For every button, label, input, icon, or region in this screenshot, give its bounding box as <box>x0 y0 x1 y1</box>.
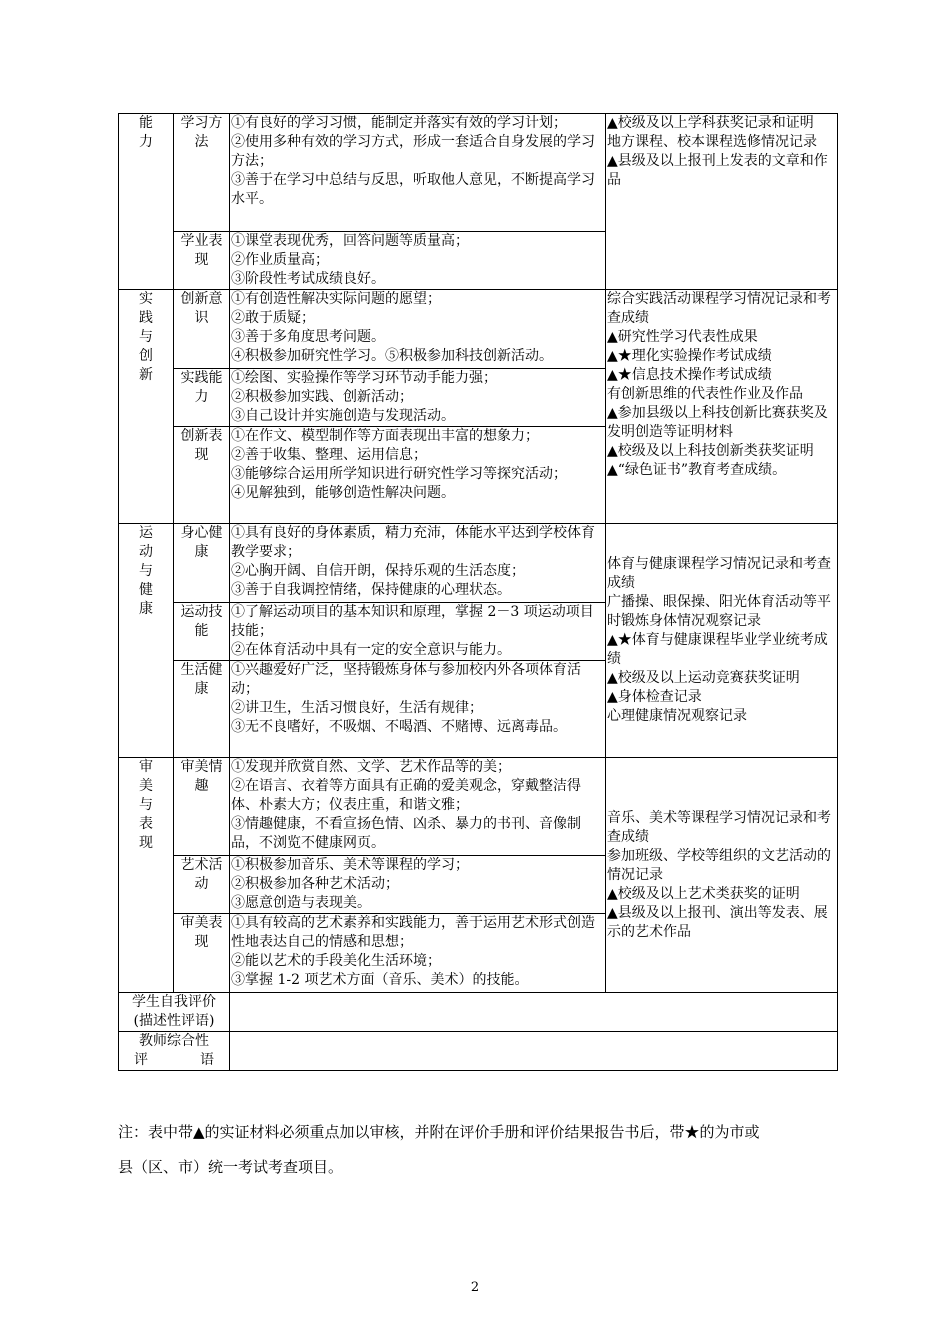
subcategory-cell: 生活健 康 <box>174 661 230 758</box>
criteria-cell: ①绘图、实验操作等学习环节动手能力强； ②积极参加实践、创新活动； ③自己设计并实施创造与发现活动。 <box>230 369 606 427</box>
page-number: 2 <box>470 1280 480 1295</box>
category-cell: 实践与创新 <box>119 290 174 524</box>
criteria-cell: ①兴趣爱好广泛，坚持锻炼身体与参加校内外各项体育活动； ②讲卫生，生活习惯良好，生活有规律； ③无不良嗜好，不吸烟、不喝酒、不赌博、远离毒品。 <box>230 661 606 758</box>
criteria-cell: ①具有良好的身体素质，精力充沛，体能水平达到学校体育教学要求； ②心胸开阔、自信开朗，保持乐观的生活态度； ③善于自我调控情绪，保持健康的心理状态。 <box>230 524 606 603</box>
teacher-evaluation-label: 教师综合性 评 语 <box>119 1032 230 1071</box>
table-row <box>119 524 838 603</box>
table-row <box>119 114 838 232</box>
criteria-cell: ①在作文、模型制作等方面表现出丰富的想象力； ②善于收集、整理、运用信息； ③能够综合运用所学知识进行研究性学习等探究活动； ④见解独到，能够创造性解决问题。 <box>230 427 606 524</box>
self-evaluation-field[interactable] <box>230 993 838 1032</box>
table-row <box>119 758 838 856</box>
evaluation-sheet <box>118 113 837 1071</box>
evaluation-table <box>118 113 838 1071</box>
criteria-cell: ①积极参加音乐、美术等课程的学习； ②积极参加各种艺术活动； ③愿意创造与表现美。 <box>230 856 606 914</box>
subcategory-cell: 审美情 趣 <box>174 758 230 856</box>
criteria-cell: ①了解运动项目的基本知识和原理，掌握 2－3 项运动项目技能； ②在体育活动中具有一定的安全意识与能力。 <box>230 603 606 661</box>
subcategory-cell: 身心健 康 <box>174 524 230 603</box>
category-cell: 运动与健康 <box>119 524 174 758</box>
footnote-line-1: 注：表中带▲的实证材料必须重点加以审核，并附在评价手册和评价结果报告书后，带★的为市或 <box>118 1123 760 1141</box>
evidence-cell: ▲校级及以上学科获奖记录和证明 地方课程、校本课程选修情况记录 ▲县级及以上报刊上发表的文章和作品 <box>606 114 838 290</box>
teacher-evaluation-row <box>119 1032 838 1071</box>
subcategory-cell: 学习方 法 <box>174 114 230 232</box>
category-cell: 能力 <box>119 114 174 290</box>
evidence-cell: 音乐、美术等课程学习情况记录和考查成绩 参加班级、学校等组织的文艺活动的情况记录 ▲校级及以上艺术类获奖的证明 ▲县级及以上报刊、演出等发表、展示的艺术作品 <box>606 758 838 993</box>
subcategory-cell: 运动技 能 <box>174 603 230 661</box>
table-row <box>119 290 838 369</box>
footnote-line-2: 县（区、市）统一考试考查项目。 <box>118 1158 344 1176</box>
subcategory-cell: 实践能 力 <box>174 369 230 427</box>
criteria-cell: ①具有较高的艺术素养和实践能力，善于运用艺术形式创造性地表达自己的情感和思想； ②能以艺术的手段美化生活环境； ③掌握 1-2 项艺术方面（音乐、美术）的技能。 <box>230 914 606 993</box>
subcategory-cell: 创新意 识 <box>174 290 230 369</box>
criteria-cell: ①发现并欣赏自然、文学、艺术作品等的美； ②在语言、衣着等方面具有正确的爱美观念，穿戴整洁得体、朴素大方；仪表庄重，和谐文雅； ③情趣健康，不看宣扬色情、凶杀、暴力的书刊、音像制品，不浏览不健康网页。 <box>230 758 606 856</box>
subcategory-cell: 学业表 现 <box>174 232 230 290</box>
criteria-cell: ①课堂表现优秀，回答问题等质量高； ②作业质量高； ③阶段性考试成绩良好。 <box>230 232 606 290</box>
evidence-cell: 体育与健康课程学习情况记录和考查成绩 广播操、眼保操、阳光体育活动等平时锻炼身体情况观察记录 ▲★体育与健康课程毕业学业统考成绩 ▲校级及以上运动竞赛获奖证明 ▲身体检查记录 心理健康情况观察记录 <box>606 524 838 758</box>
criteria-cell: ①有创造性解决实际问题的愿望； ②敢于质疑； ③善于多角度思考问题。 ④积极参加研究性学习。⑤积极参加科技创新活动。 <box>230 290 606 369</box>
evidence-cell: 综合实践活动课程学习情况记录和考查成绩 ▲研究性学习代表性成果 ▲★理化实验操作考试成绩 ▲★信息技术操作考试成绩 有创新思维的代表性作业及作品 ▲参加县级以上科技创新比赛获奖及发明创造等证明材料 ▲校级及以上科技创新类获奖证明 ▲“绿色证书”教育考查成绩。 <box>606 290 838 524</box>
category-cell: 审美与表现 <box>119 758 174 993</box>
self-evaluation-label: 学生自我评价 (描述性评语) <box>119 993 230 1032</box>
criteria-cell: ①有良好的学习习惯，能制定并落实有效的学习计划； ②使用多种有效的学习方式，形成一套适合自身发展的学习方法； ③善于在学习中总结与反思，听取他人意见，不断提高学习水平。 <box>230 114 606 232</box>
subcategory-cell: 审美表 现 <box>174 914 230 993</box>
self-evaluation-row <box>119 993 838 1032</box>
subcategory-cell: 创新表 现 <box>174 427 230 524</box>
subcategory-cell: 艺术活 动 <box>174 856 230 914</box>
teacher-evaluation-field[interactable] <box>230 1032 838 1071</box>
